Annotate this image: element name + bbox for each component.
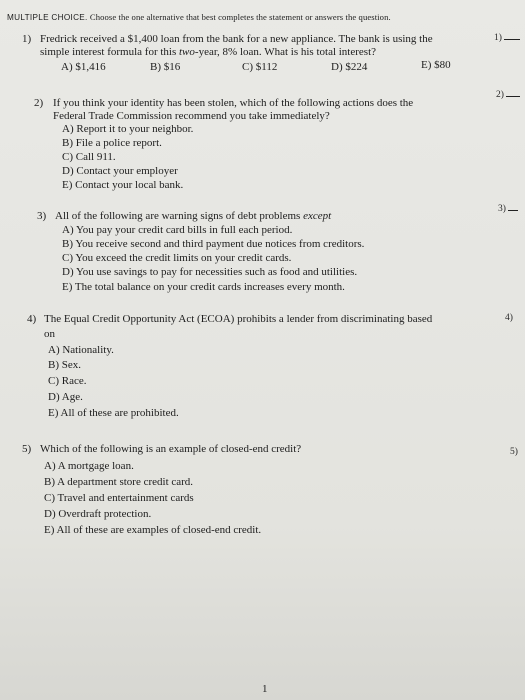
instructions-header (7, 12, 391, 22)
option-c: C) Travel and entertainment cards (44, 492, 194, 504)
option-c: C) Race. (48, 375, 87, 387)
answer-blank (496, 90, 520, 100)
option-e: E) All of these are prohibited. (48, 407, 179, 419)
question-number: 1) (22, 33, 32, 45)
option-a: A) $1,416 (61, 61, 106, 73)
question-text-line (55, 210, 331, 223)
question-text-line: The Equal Credit Opportunity Act (ECOA) prohibits a lender from discriminating based (44, 313, 433, 325)
answer-line (504, 39, 520, 40)
question-text-line: simple interest formula for this two-year, 8% loan. What is his total interest? (40, 46, 377, 58)
answer-label: 1) (494, 33, 502, 43)
answer-line (508, 210, 518, 211)
question-number: 2) (34, 97, 44, 109)
option-a: A) Report it to your neighbor. (62, 123, 194, 135)
option-c: C) Call 911. (62, 151, 116, 163)
question-text-line: Which of the following is an example of closed-end credit? (40, 443, 302, 455)
option-a: A) Nationality. (48, 344, 114, 356)
answer-label: 4) (505, 313, 513, 323)
answer-blank (498, 204, 518, 214)
option-b: B) You receive second and third payment due notices from creditors. (62, 238, 365, 250)
option-c: C) You exceed the credit limits on your credit cards. (62, 252, 292, 264)
option-c: C) $112 (242, 61, 278, 73)
section-title: MULTIPLE CHOICE. (7, 13, 88, 22)
answer-label: 3) (498, 204, 506, 214)
section-instruction: Choose the one alternative that best completes the statement or answers the question. (89, 12, 391, 22)
option-b: B) File a police report. (62, 137, 162, 149)
answer-label: 2) (496, 90, 504, 100)
answer-blank (505, 313, 513, 323)
question-text: All of the following are warning signs of debt problems (55, 210, 301, 222)
answer-blank (494, 33, 520, 43)
emphasis-text: except (303, 210, 332, 222)
question-number: 3) (37, 210, 47, 222)
answer-blank (510, 447, 518, 457)
option-d: D) Overdraft protection. (44, 508, 152, 520)
answer-label: 5) (510, 447, 518, 457)
option-e: E) Contact your local bank. (62, 179, 184, 191)
option-a: A) A mortgage loan. (44, 460, 134, 472)
answer-line (506, 96, 520, 97)
question-number: 4) (27, 313, 37, 325)
option-e: E) The total balance on your credit cards increases every month. (62, 281, 345, 293)
option-e: E) All of these are examples of closed-end credit. (44, 524, 262, 536)
option-a: A) You pay your credit card bills in full each period. (62, 224, 293, 236)
option-d: D) $224 (331, 61, 368, 73)
option-e: E) $80 (421, 59, 451, 71)
option-b: B) Sex. (48, 359, 81, 371)
option-d: D) Contact your employer (62, 165, 178, 177)
question-text-line: Federal Trade Commission recommend you take immediately? (53, 110, 330, 122)
question-text-line: Fredrick received a $1,400 loan from the bank for a new appliance. The bank is using the (40, 33, 433, 45)
option-b: B) $16 (150, 61, 181, 73)
question-text-line: on (44, 328, 55, 340)
question-number: 5) (22, 443, 32, 455)
question-text-line: If you think your identity has been stolen, which of the following actions does the (53, 97, 414, 109)
option-b: B) A department store credit card. (44, 476, 194, 488)
option-d: D) Age. (48, 391, 83, 403)
page-number: 1 (262, 683, 268, 695)
option-d: D) You use savings to pay for necessities such as food and utilities. (62, 266, 358, 278)
